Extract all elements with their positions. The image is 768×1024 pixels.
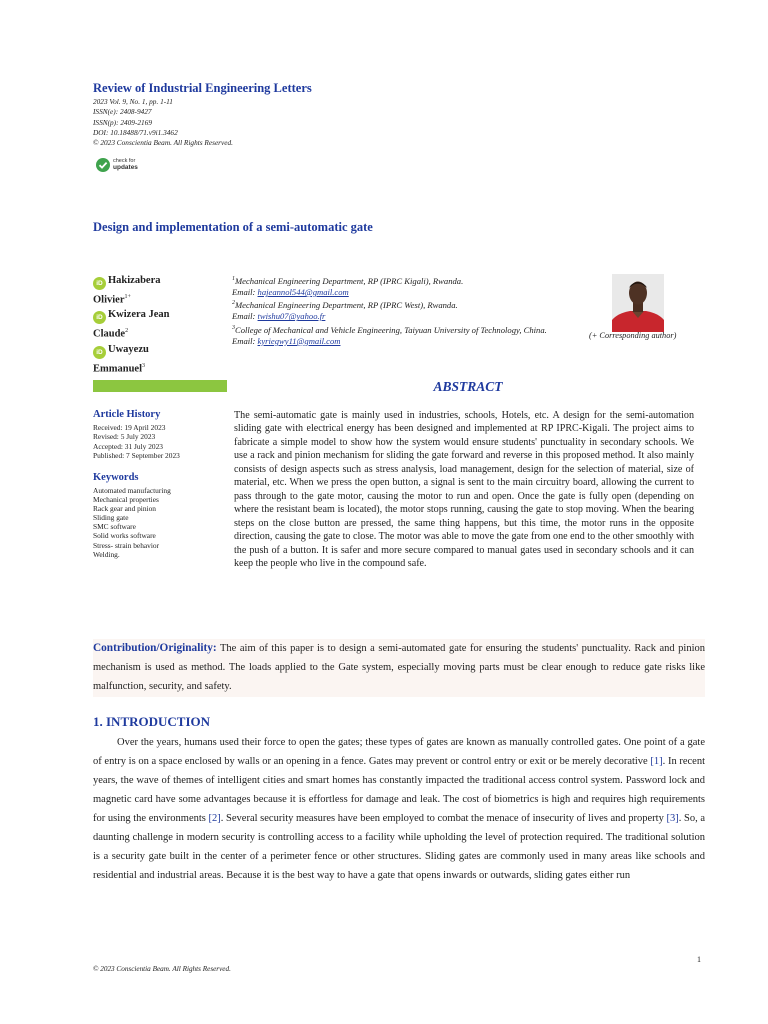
introduction-heading: 1. INTRODUCTION xyxy=(93,714,211,729)
journal-name: Review of Industrial Engineering Letters xyxy=(93,81,312,95)
affiliation-3: $^3$College of Mechanical and Vehicle Engineering, Taiyuan University of Technology, China. xyxy=(232,324,547,335)
article-title: Design and implementation of a semi-automatic gate xyxy=(93,220,373,234)
author-list xyxy=(93,274,233,377)
affiliation-1: $^1$Mechanical Engineering Department, RP (IPRC Kigali), Rwanda. xyxy=(232,275,464,286)
history-accepted: Accepted: 31 July 2023 xyxy=(93,441,163,451)
page-number: 1 xyxy=(697,955,701,964)
affiliation-2: $^2$Mechanical Engineering Department, RP (IPRC West), Rwanda. xyxy=(232,300,458,311)
citation-link-2[interactable]: [2] xyxy=(208,813,221,825)
checkmark-icon xyxy=(96,158,110,172)
affiliations xyxy=(232,274,570,347)
check-for-updates-badge[interactable] xyxy=(96,157,148,173)
abstract-text: The semi-automatic gate is mainly used in industries, schools, Hotels, etc. A design for the semi-automation sliding gate with electrical energy has been designed and implemented at RP IPRC-Kigali. The project aims to fabricate a simple model to show how the system would ensure students' punctuality in secondary schools. We use a rack and pinion mechanism for sliding the gate forward and reverse in this proposed method. It also mainly consists of design aspects such as stress analysis, load management, design for the selection of material, size of material, etc. When we press the open button, a signal is sent to the main circuitry board, allowing the current to pass through to the gate motor, causing the motor to run and open. Once the gate is fully open (depending on where the resistant beam is located), the motor stops running, causing the gate to stop moving. When the bearing steps on the close button are pressed, the same thing happens, but this time, the motor runs in the opposite direction, causing the gate to close. The motor was able to move the gate from one end to the other smoothly with the push of a button. It is safer and more secure compared to manual gates used in secondary schools and it can keep the people who live in the compound safe. xyxy=(234,410,694,570)
contribution-text xyxy=(93,639,705,697)
contribution-body: The aim of this paper is to design a semi-automated gate for ensuring the students' punctuality. Rack and pinion mechanism is used as method. The loads applied to the Gate system, especially moving parts must be clear enough to reduce gate risks like malfunction, security, and safety. xyxy=(93,643,706,693)
citation-link-3[interactable]: [3] xyxy=(666,813,679,825)
email-line-3: Email: kyriegwy11@gmail.com xyxy=(232,335,341,346)
keyword-item: Stress- strain behavior xyxy=(93,540,160,550)
author-photo xyxy=(612,274,664,332)
meta-line-issn-e: ISSN(e): 2408-9427 xyxy=(93,107,152,117)
updates-label: updates xyxy=(113,163,138,171)
keyword-item: SMC software xyxy=(93,522,136,532)
orcid-icon[interactable]: iD xyxy=(93,346,106,359)
keyword-item: Welding. xyxy=(93,549,120,559)
article-history-list xyxy=(93,423,180,460)
author-1: iD Hakizabera Olivier$^{1+}$ xyxy=(93,275,161,306)
email-link-2[interactable]: twishu07@yahoo.fr xyxy=(257,311,326,322)
check-for-label: check for xyxy=(113,158,136,164)
footer-copyright: © 2023 Conscientia Beam. All Rights Reserved. xyxy=(93,965,231,973)
keyword-item: Automated manufacturing xyxy=(93,486,171,495)
history-published: Published: 7 September 2023 xyxy=(93,450,180,460)
keyword-item: Solid works software xyxy=(93,531,156,541)
orcid-icon[interactable]: iD xyxy=(93,277,106,290)
keyword-item: Sliding gate xyxy=(93,513,129,523)
article-history-heading: Article History xyxy=(93,409,161,420)
orcid-icon[interactable]: iD xyxy=(93,311,106,324)
contribution-label: Contribution/Originality: xyxy=(93,642,217,654)
author-2: iD Kwizera Jean Claude$^2$ xyxy=(93,309,170,340)
email-link-3[interactable]: kyriegwy11@gmail.com xyxy=(257,335,341,346)
keyword-item: Mechanical properties xyxy=(93,495,159,505)
keywords-heading: Keywords xyxy=(93,472,139,483)
section-divider-bar xyxy=(93,380,227,392)
keywords-list xyxy=(93,486,171,559)
meta-line-copyright: © 2023 Conscientia Beam. All Rights Reserved. xyxy=(93,138,233,148)
author-3: iD Uwayezu Emmanuel$^3$ xyxy=(93,343,149,375)
meta-line-doi: DOI: 10.18488/71.v9i1.3462 xyxy=(93,127,178,137)
introduction-text: Over the years, humans used their force to open the gates; these types of gates are known as manually controlled gates. One point of a gate of entry is on a space enclosed by walls or an opening in a fence. Gates may prevent or control entry or exit or be merely decorative [1]. In recent years, the wave of themes of intelligent cities and smart homes has constantly impacted the traditional access control system. Password lock and magnetic card have some advantages because it is effortless for damage and leak. The cost of biometrics is high and requires high requirements for using the environments [2]. Several security measures have been employed to combat the menace of insecurity of lives and property [3]. So, a daunting challenge in modern security is controlling access to a facility while upholding the level of protection required. The traditional solution is a security gate built in the center of a perimeter fence or other structures. Sliding gates are commonly used in many areas like schools and residential and industrial areas. Because it is the best way to have a gate that opens inwards or outwards, sliding gates either run xyxy=(93,737,706,882)
corresponding-author-note: (+ Corresponding author) xyxy=(589,331,677,340)
keyword-item: Rack gear and pinion xyxy=(93,504,157,514)
abstract-heading: ABSTRACT xyxy=(433,379,503,394)
journal-meta xyxy=(93,97,233,148)
history-revised: Revised: 5 July 2023 xyxy=(93,432,156,442)
history-received: Received: 19 April 2023 xyxy=(93,423,166,432)
meta-line-volume: 2023 Vol. 9, No. 1, pp. 1-11 xyxy=(93,97,173,106)
email-link-1[interactable]: hajeannol544@gmail.com xyxy=(257,287,349,298)
email-line-2: Email: twishu07@yahoo.fr xyxy=(232,311,326,322)
citation-link-1[interactable]: [1] xyxy=(650,756,663,768)
meta-line-issn-p: ISSN(p): 2409-2169 xyxy=(93,117,152,127)
email-line-1: Email: hajeannol544@gmail.com xyxy=(232,287,349,298)
